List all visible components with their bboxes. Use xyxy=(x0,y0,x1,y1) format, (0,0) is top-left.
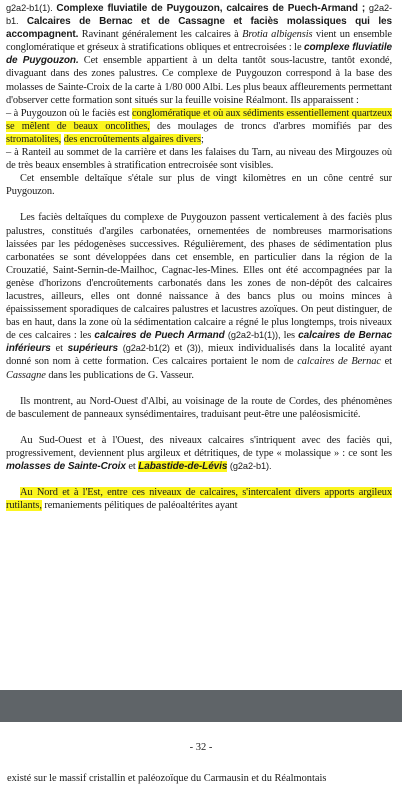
paragraph-apports: Au Nord et à l'Est, entre ces niveaux de calcaires, s'intercalent divers apports argileux rutilants, remaniements pélitiques de paléoaltérites ayant xyxy=(6,487,392,512)
formation-code: (g2a2-b1(2) et (3)), xyxy=(122,343,204,354)
bullet-puygouzon: – à Puygouzon où le faciès est conglomératique et où aux sédiments essentiellement quartzeux se mêlent de beaux oncolithes, des moulages de troncs d'arbres momifiés par des stromatolites, des encroûtements algaires divers; xyxy=(6,107,392,145)
highlight: conglomératique et où aux sédiments essentiellement quartzeux se mêlent de beaux oncolithes, xyxy=(6,107,392,132)
page-content xyxy=(6,2,392,512)
highlight: Labastide-de-Lévis xyxy=(138,461,228,472)
formation-name: calcaires de Puech Armand xyxy=(94,330,225,342)
formation-code: g2a2-b1(1). xyxy=(6,3,53,13)
formation-code: (g2a2-b1). xyxy=(229,461,272,471)
paragraph-molasses: Au Sud-Ouest et à l'Ouest, des niveaux calcaires s'intriquent avec des faciès qui, progressivement, deviennent plus argileux et détritiques, de type « molassique » : ce sont les molasses de Sainte-Croix et Labastide-de-Lévis (g2a2-b1). xyxy=(6,434,392,472)
bullet-ranteil: – à Ranteil au sommet de la carrière et dans les falaises du Tarn, au niveau des Mirgouzes où de très beaux ensembles à stratification entrecroisée sont visibles. xyxy=(6,147,392,172)
section-title: Calcaires de Bernac et de Cassagne et faciès molassiques qui les accompagnent. xyxy=(6,16,392,41)
highlight: stromatolites, xyxy=(6,133,62,145)
highlight: des encroûtements algaires divers xyxy=(63,133,201,145)
highlight: Au Nord et à l'Est, entre ces niveaux de calcaires, s'intercalent divers apports argileux rutilants, xyxy=(6,487,392,512)
paragraph-basculement: Ils montrent, au Nord-Ouest d'Albi, au voisinage de la route de Cordes, des phénomènes de basculement de panneaux synsédimentaires, traduisant peut-être une paléosismicité. xyxy=(6,395,392,420)
formation-code: g2a2-b1. xyxy=(6,3,392,27)
complexe-name: complexe fluviatile de Puygouzon. xyxy=(6,42,393,67)
formation-code: (g2a2-b1(1)), xyxy=(227,330,281,341)
formation-name: supérieurs xyxy=(67,343,118,355)
page-separator xyxy=(0,690,402,722)
paragraph-intro: g2a2-b1(1). Complexe fluviatile de Puygouzon, calcaires de Puech-Armand ; g2a2-b1. Calcaires de Bernac et de Cassagne et faciès molassiques qui les accompagnent. Ravinant généralement les calcaires à Brotia albigensis vient un ensemble conglomératique et gréseux à stratifications obliques et entrecroisées : le complexe fluviatile de Puygouzon. Cet ensemble appartient à un delta tantôt sous-lacustre, tantôt exondé, divaguant dans des zones palustres. Ce complexe de Puygouzon correspond à la base des molasses de Sainte-Croix de la carte à 1/80 000 Albi. Les plus beaux affleurements permettant d'observer cette formation sont situés sur la feuille voisine Réalmont. Ils apparaissent : xyxy=(6,3,393,106)
next-page-text: existé sur le massif cristallin et paléozoïque du Carmausin et du Réalmontais xyxy=(7,773,327,784)
paragraph-cone: Cet ensemble deltaïque s'étale sur plus de vingt kilomètres en un cône centré sur Puygouzon. xyxy=(6,173,392,198)
paragraph-facies: Les faciès deltaïques du complexe de Puygouzon passent verticalement à des faciès plus palustres, constitués d'argiles carbonatées, ornementées de nombreuses marmorisations laissées par les pédogenèses successives. Régulièrement, des phases de sédimentation plus carbonatées se sont développées dans cet ensemble, en particulier dans la région de la Crouzatié, Saint-Sernin-de-Mailhoc, Cagnac-les-Mines. Elles ont été accompagnées par la genèse d'horizons d'encroûtements carbonatés dans les zones de non-dépôt des calcaires lacustres, ailleurs, elles ont donné naissance à des bancs plus ou moins minces à épaississement sporadiques de calcaires palustres et lacustres azoïques. On peut distinguer, de bas en haut, dans la zone où la sédimentation calcaire a régné le plus longtemps, trois niveaux de ces calcaires : les calcaires de Puech Armand (g2a2-b1(1)), les calcaires de Bernac inférieurs et supérieurs (g2a2-b1(2) et (3)), mieux individualisés dans la localité ayant donné son nom à cette formation. Ces calcaires portaient le nom de calcaires de Bernac et Cassagne dans les publications de G. Vasseur. xyxy=(6,212,392,381)
section-title: Complexe fluviatile de Puygouzon, calcaires de Puech-Armand ; xyxy=(56,3,366,14)
formation-name: calcaires de Bernac inférieurs xyxy=(6,330,392,355)
page-number: - 32 - xyxy=(189,742,213,753)
species-name: Brotia albigensis xyxy=(242,29,313,41)
formation-name: molasses de Sainte-Croix xyxy=(6,461,126,472)
next-page xyxy=(0,722,402,800)
